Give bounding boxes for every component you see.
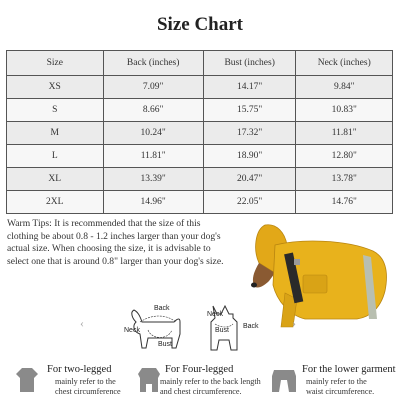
four-legged-coat-icon	[136, 366, 162, 394]
table-row	[7, 191, 393, 214]
cell-back: 14.96"	[103, 191, 203, 214]
two-legged-subtext: mainly refer to the	[55, 377, 116, 386]
cell-neck: 9.84"	[296, 76, 393, 99]
cell-neck: 12.80"	[296, 145, 393, 168]
header-neck: Neck (inches)	[296, 51, 393, 76]
warm-tips	[7, 218, 237, 268]
table-row	[7, 122, 393, 145]
cell-size: S	[7, 99, 104, 122]
two-legged-heading: For two-legged	[47, 364, 112, 375]
cell-size: XL	[7, 168, 104, 191]
four-legged-subtext: mainly refer to the back length	[160, 377, 261, 386]
label-back: Back	[243, 323, 259, 330]
cell-neck: 13.78"	[296, 168, 393, 191]
dog-side-measure-diagram	[122, 300, 194, 360]
chevron-left-icon[interactable]: ‹	[80, 316, 84, 330]
cell-back: 7.09"	[103, 76, 203, 99]
header-size: Size	[7, 51, 104, 76]
cell-back: 11.81"	[103, 145, 203, 168]
table-row	[7, 168, 393, 191]
cell-neck: 11.81"	[296, 122, 393, 145]
label-neck: Neck	[207, 311, 223, 318]
cell-back: 10.24"	[103, 122, 203, 145]
header-back: Back (inches)	[103, 51, 203, 76]
lower-garment-subtext: waist circumference.	[306, 387, 375, 396]
warm-tips-line: Warm Tips: It is recommended that the size of this	[7, 218, 201, 229]
cell-bust: 14.17"	[203, 76, 296, 99]
warm-tips-line: clothing be about 0.8 - 1.2 inches larger than your dog's	[7, 230, 221, 242]
cell-neck: 10.83"	[296, 99, 393, 122]
fit-guide-bar	[0, 362, 400, 400]
label-neck: Neck	[124, 327, 140, 334]
cell-back: 8.66"	[103, 99, 203, 122]
chevron-right-icon[interactable]: ›	[292, 316, 296, 330]
lower-garment-subtext: mainly refer to the	[306, 377, 367, 386]
cell-size: M	[7, 122, 104, 145]
two-legged-subtext: chest circumference	[55, 387, 121, 396]
cell-bust: 17.32"	[203, 122, 296, 145]
header-bust: Bust (inches)	[203, 51, 296, 76]
table-row	[7, 145, 393, 168]
cell-bust: 18.90"	[203, 145, 296, 168]
dog-top-measure-diagram	[203, 300, 275, 360]
warm-tips-line: select one that is around 0.8" larger than your dog's size.	[7, 255, 224, 267]
size-table	[6, 50, 393, 214]
cell-bust: 15.75"	[203, 99, 296, 122]
cell-bust: 20.47"	[203, 168, 296, 191]
table-row	[7, 99, 393, 122]
two-legged-shirt-icon	[14, 366, 40, 394]
table-row	[7, 76, 393, 99]
four-legged-subtext: and chest circumference.	[160, 387, 242, 396]
warm-tips-line: actual size. When choosing the size, it is advisable to	[7, 243, 211, 255]
cell-size: 2XL	[7, 191, 104, 214]
four-legged-heading: For Four-legged	[165, 364, 234, 375]
page-title: Size Chart	[156, 14, 243, 35]
label-bust: Bust	[215, 327, 230, 334]
cell-back: 13.39"	[103, 168, 203, 191]
cell-neck: 14.76"	[296, 191, 393, 214]
cell-bust: 22.05"	[203, 191, 296, 214]
lower-garment-icon	[270, 366, 298, 394]
table-header-row	[7, 51, 393, 76]
cell-size: XS	[7, 76, 104, 99]
label-back: Back	[154, 305, 170, 312]
lower-garment-heading: For the lower garment	[302, 364, 396, 375]
label-bust: Bust	[158, 341, 173, 348]
cell-size: L	[7, 145, 104, 168]
